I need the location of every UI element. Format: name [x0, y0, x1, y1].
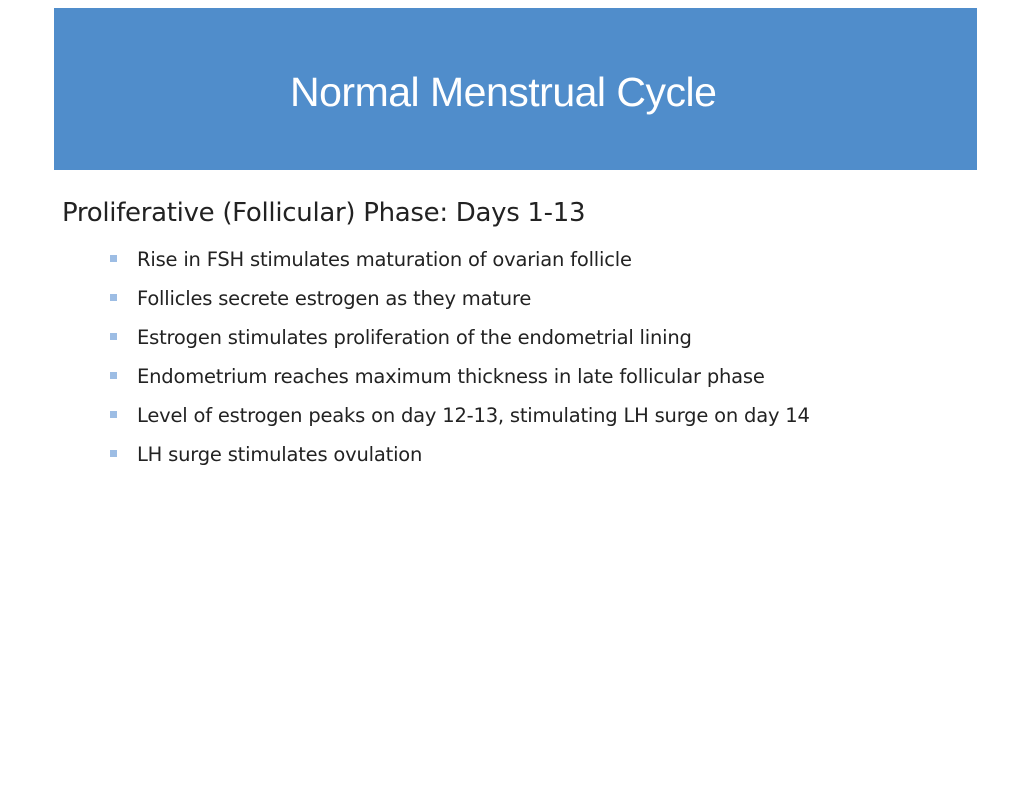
- bullet-item: [108, 240, 982, 279]
- bullet-text: Estrogen stimulates proliferation of the endometrial lining: [137, 326, 692, 349]
- square-bullet-icon: [110, 450, 117, 457]
- bullet-list: [62, 240, 982, 474]
- square-bullet-icon: [110, 255, 117, 262]
- bullet-text: Endometrium reaches maximum thickness in late follicular phase: [137, 365, 765, 388]
- square-bullet-icon: [110, 372, 117, 379]
- bullet-item: [108, 396, 982, 435]
- bullet-text: LH surge stimulates ovulation: [137, 443, 423, 466]
- section-heading: Proliferative (Follicular) Phase: Days 1-13: [62, 198, 586, 228]
- title-banner: [54, 8, 977, 170]
- square-bullet-icon: [110, 294, 117, 301]
- bullet-item: [108, 279, 982, 318]
- bullet-text: Rise in FSH stimulates maturation of ovarian follicle: [137, 248, 632, 271]
- square-bullet-icon: [110, 333, 117, 340]
- square-bullet-icon: [110, 411, 117, 418]
- bullet-item: [108, 357, 982, 396]
- bullet-item: [108, 318, 982, 357]
- bullet-text: Follicles secrete estrogen as they mature: [137, 287, 532, 310]
- bullet-item: [108, 435, 982, 474]
- bullet-text: Level of estrogen peaks on day 12-13, stimulating LH surge on day 14: [137, 404, 810, 427]
- slide-title: Normal Menstrual Cycle: [290, 69, 717, 115]
- slide-content: [62, 196, 982, 474]
